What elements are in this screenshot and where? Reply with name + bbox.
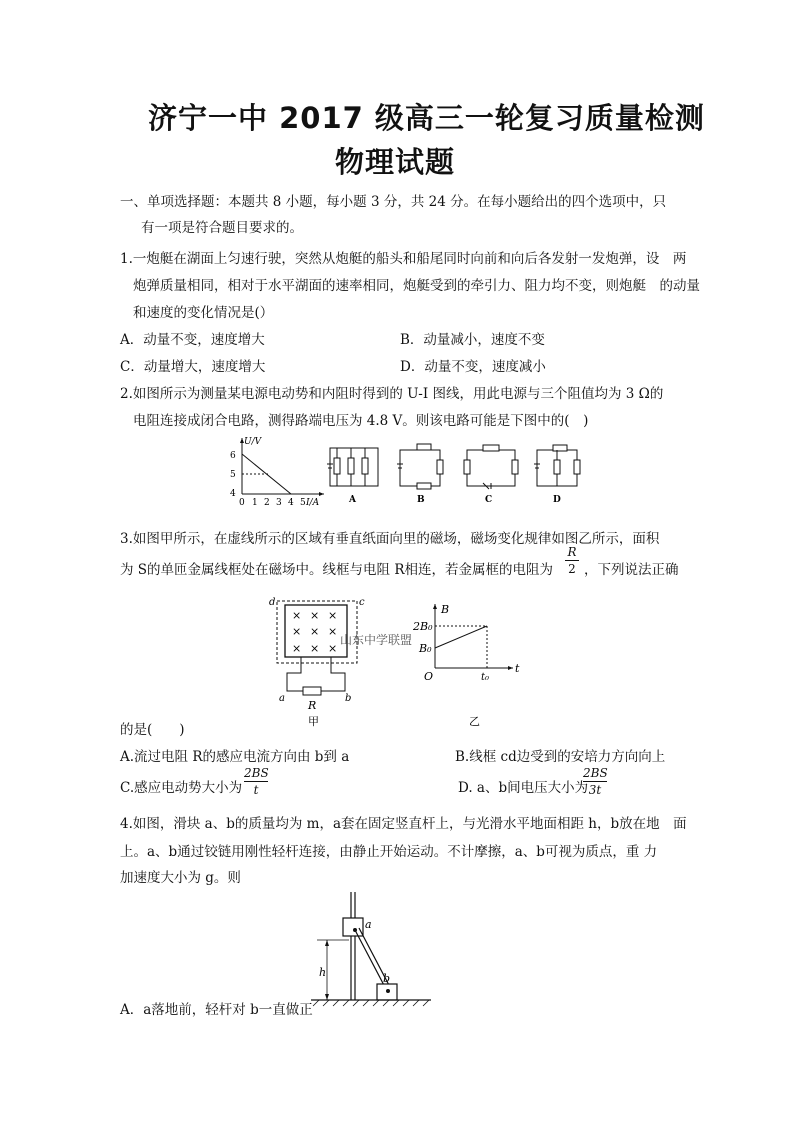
q2-graph-xtick: 0 (239, 498, 245, 508)
q3-option-d: D. a、b间电压大小为 (458, 780, 589, 796)
node-a: a (279, 693, 285, 704)
circuit-label-c: C (485, 495, 493, 505)
label-b: b (383, 972, 391, 985)
corner-d: d (269, 597, 276, 608)
circuit-d (534, 445, 580, 486)
q2-ui-graph (228, 432, 328, 508)
circuit-a (327, 448, 378, 486)
q3-d-den: 3t (588, 783, 602, 797)
q2-graph-xtick: 4 (288, 498, 294, 508)
tick-t0: t₀ (481, 672, 490, 683)
axis-t: t (515, 662, 520, 675)
q1-option-c: C．动量增大，速度增大 (120, 359, 266, 375)
q3-d-num: 2BS (583, 766, 608, 780)
q4-line3: 加速度大小为 g。则 (120, 870, 241, 886)
origin-o: O (424, 670, 434, 683)
q2-graph-ytick: 5 (230, 470, 236, 480)
q3-fraction (565, 545, 579, 576)
q2-line1: 2.如图所示为测量某电源电动势和内阻时得到的 U-I 图线，用此电源与三个阻值均为 3 Ω的 (120, 386, 664, 402)
axis-b: B (441, 603, 450, 616)
q2-graph-xtick: 2 (264, 498, 270, 508)
caption-yi: 乙 (469, 715, 480, 728)
q2-graph-xtick: 5 (300, 498, 306, 508)
section-intro-line1: 一、单项选择题：本题共 8 小题，每小题 3 分，共 24 分。在每小题给出的四个选项中，只 (120, 194, 667, 210)
q3-line2-a: 为 S的单匝金属线框处在磁场中。线框与电阻 R相连，若金属框的电阻为 (120, 562, 553, 578)
q1-option-d: D．动量不变，速度减小 (400, 359, 546, 375)
field-mark: × (292, 625, 302, 638)
q3-option-c-fraction (244, 766, 268, 797)
q2-line2: 电阻连接成闭合电路，测得路端电压为 4.8 V。则该电路可能是下图中的( ) (133, 413, 589, 429)
q1-line2: 炮弹质量相同，相对于水平湖面的速率相同，炮艇受到的牵引力、阻力均不变，则炮艇 的动量 (133, 278, 700, 294)
q1-line1: 1.一炮艇在湖面上匀速行驶，突然从炮艇的船头和船尾同时向前和向后各发射一发炮弹，设 两 (120, 251, 687, 267)
tick-2b0: 2B₀ (413, 620, 433, 633)
q2-graph-ytick: 4 (230, 489, 236, 499)
label-a: a (365, 918, 372, 931)
circuit-b (397, 444, 443, 489)
q4-line1: 4.如图，滑块 a、b的质量均为 m，a套在固定竖直杆上，与光滑水平地面相距 h，b放在地 面 (120, 816, 687, 832)
q4-line2: 上。a、b通过铰链用刚性轻杆连接，由静止开始运动。不计摩擦，a、b可视为质点，重 力 (120, 844, 658, 860)
q3-c-den: t (253, 783, 259, 797)
q3-frac-num: R (567, 545, 577, 559)
q2-circuits (325, 440, 585, 510)
q3-option-d-fraction (583, 766, 607, 797)
watermark: 山东中学联盟 (340, 633, 413, 647)
circuit-label-a: A (349, 495, 356, 505)
q2-graph-xtick: 3 (276, 498, 282, 508)
field-mark: × (328, 625, 338, 638)
page-title: 济宁一中 2017 级高三一轮复习质量检测 (148, 101, 705, 135)
field-mark: × (328, 609, 338, 622)
q1-option-b: B．动量减小，速度不变 (400, 332, 545, 348)
field-mark: × (310, 642, 320, 655)
q4-option-a: A．a落地前，轻杆对 b一直做正 (120, 1002, 313, 1018)
q3-frac-den: 2 (568, 562, 576, 576)
q2-graph-ytick: 6 (230, 451, 236, 461)
circuit-label-d: D (553, 495, 561, 505)
field-mark: × (292, 642, 302, 655)
q1-line3: 和速度的变化情况是(） (133, 305, 274, 321)
q3-figure-jia (265, 595, 375, 735)
section-intro-line2: 有一项是符合题目要求的。 (141, 220, 303, 236)
circuit-label-b: B (417, 495, 425, 505)
corner-c: c (359, 597, 365, 608)
q2-graph-xtick: 1 (252, 498, 258, 508)
q2-graph-ylabel: U/V (244, 437, 262, 447)
circuit-c (464, 445, 518, 489)
caption-jia: 甲 (308, 715, 319, 728)
q3-option-a: A.流过电阻 R的感应电流方向由 b到 a (120, 749, 350, 765)
node-b: b (345, 693, 352, 704)
page-subtitle: 物理试题 (335, 145, 456, 179)
q4-figure (305, 888, 435, 1013)
field-mark: × (328, 642, 338, 655)
field-mark: × (310, 609, 320, 622)
field-mark: × (310, 625, 320, 638)
q1-option-a: A．动量不变，速度增大 (120, 332, 265, 348)
q3-option-c: C.感应电动势大小为 (120, 780, 243, 796)
q3-option-b: B.线框 cd边受到的安培力方向向上 (455, 749, 666, 765)
q3-line3: 的是( ) (120, 722, 185, 738)
q2-graph-xlabel: I/A (306, 498, 320, 508)
q3-figure-yi (415, 600, 525, 730)
tick-b0: B₀ (419, 642, 432, 655)
q3-line2-b: ，下列说法正确 (584, 562, 679, 578)
q3-line1: 3.如图甲所示，在虚线所示的区域有垂直纸面向里的磁场，磁场变化规律如图乙所示，面积 (120, 531, 660, 547)
label-h: h (319, 966, 327, 979)
field-mark: × (292, 609, 302, 622)
resistor-label: R (308, 699, 317, 712)
q3-c-num: 2BS (244, 766, 269, 780)
